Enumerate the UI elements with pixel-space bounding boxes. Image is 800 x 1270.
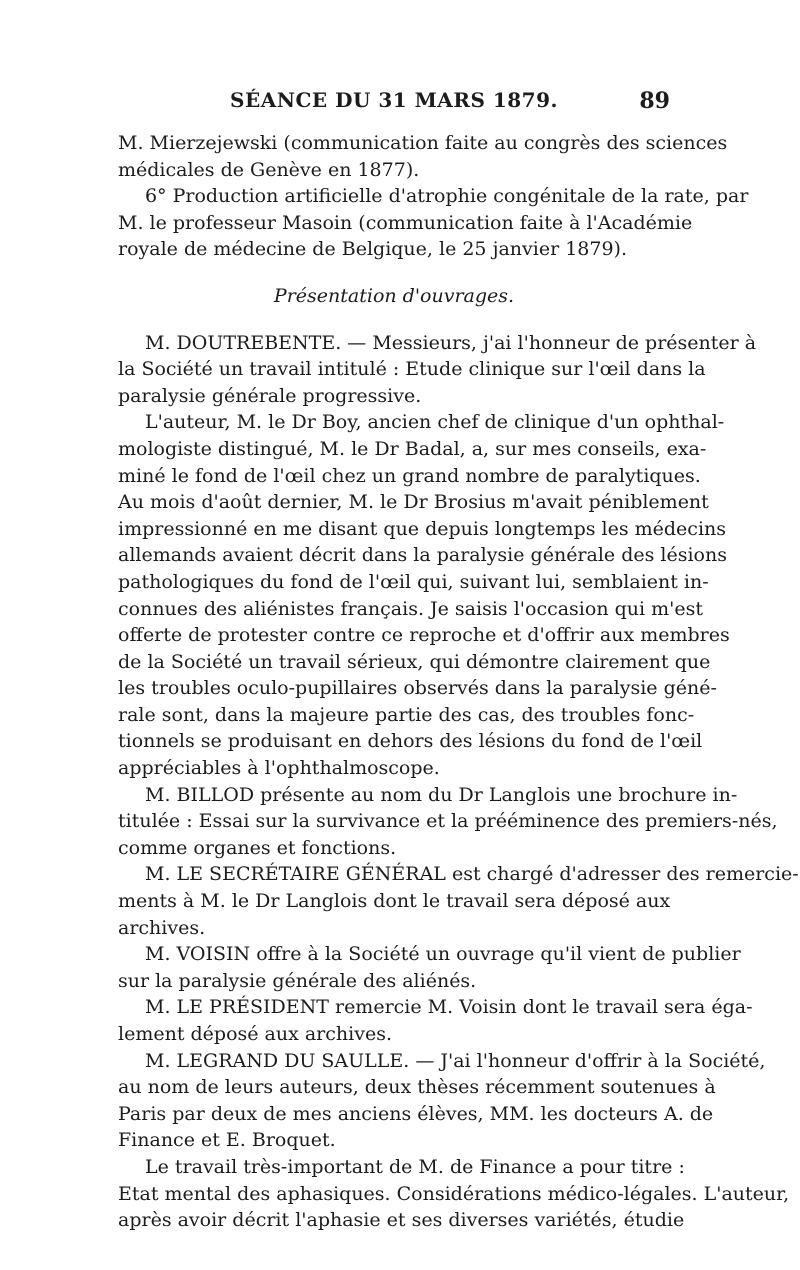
text-line: M. DOUTREBENTE. — Messieurs, j'ai l'honneur de présenter à [145,331,757,354]
text-line: 6° Production artificielle d'atrophie congénitale de la rate, par [145,185,749,208]
text-line: pathologiques du fond de l'œil qui, suivant lui, semblaient in- [118,570,709,593]
text-line: sur la paralysie générale des aliénés. [118,969,477,992]
page-header [118,88,670,122]
page-number: 89 [639,88,670,114]
text-line: paralysie générale progressive. [118,384,422,407]
spacer [118,310,670,330]
text-line: tionnels se produisant en dehors des lésions du fond de l'œil [118,730,703,753]
text-line: les troubles oculo-pupillaires observés dans la paralysie géné- [118,677,717,700]
text-line: rale sont, dans la majeure partie des cas, des troubles fonc- [118,703,695,726]
text-line: mologiste distingué, M. le Dr Badal, a, sur mes conseils, exa- [118,437,707,460]
text-line: archives. [118,916,206,939]
document-body [118,130,799,1234]
section-heading: Présentation d'ouvrages. [273,284,515,307]
text-line: la Société un travail intitulé : Etude clinique sur l'œil dans la [118,358,706,381]
text-line: M. VOISIN offre à la Société un ouvrage qu'il vient de publier [145,943,741,966]
text-line: M. Mierzejewski (communication faite au congrès des sciences [118,132,728,154]
text-line: lement déposé aux archives. [118,1023,392,1045]
text-line: Paris par deux de mes anciens élèves, MM. les docteurs A. de [118,1102,714,1125]
text-line: connues des aliénistes français. Je saisis l'occasion qui m'est [118,597,703,620]
text-line: ments à M. le Dr Langlois dont le travail sera déposé aux [118,890,671,913]
text-line: titulée : Essai sur la survivance et la prééminence des premiers-nés, [118,810,778,833]
text-line: médicales de Genève en 1877). [118,158,420,181]
running-head: SÉANCE DU 31 MARS 1879. [230,88,558,112]
text-line: offerte de protester contre ce reproche et d'offrir aux membres [118,624,730,647]
text-line: appréciables à l'ophthalmoscope. [118,757,440,780]
text-line: Le travail très-important de M. de Finance a pour titre : [145,1155,685,1178]
text-line: de la Société un travail sérieux, qui démontre clairement que [118,650,711,673]
text-line: M. LE PRÉSIDENT remercie M. Voisin dont le travail sera éga- [145,996,753,1019]
text-line: miné le fond de l'œil chez un grand nombre de paralytiques. [118,464,701,487]
text-line: comme organes et fonctions. [118,836,397,859]
text-line: allemands avaient décrit dans la paralysie générale des lésions [118,544,727,567]
text-line: L'auteur, M. le Dr Boy, ancien chef de clinique d'un ophthal- [145,411,725,434]
text-line: Etat mental des aphasiques. Considérations médico-légales. L'auteur, [118,1182,790,1205]
text-line: au nom de leurs auteurs, deux thèses récemment soutenues à [118,1076,716,1099]
text-line: impressionné en me disant que depuis longtemps les médecins [118,517,727,540]
text-line: après avoir décrit l'aphasie et ses diverses variétés, étudie [118,1209,685,1232]
text-line: M. BILLOD présente au nom du Dr Langlois une brochure in- [145,783,738,806]
text-line: M. LEGRAND DU SAULLE. — J'ai l'honneur d'offrir à la Société, [145,1049,766,1072]
text-line: Au mois d'août dernier, M. le Dr Brosius m'avait péniblement [118,491,709,514]
text-line: Finance et E. Broquet. [118,1129,336,1152]
text-line: M. le professeur Masoin (communication faite à l'Académie [118,211,693,234]
spacer [118,263,670,283]
text-line: M. LE SECRÉTAIRE GÉNÉRAL est chargé d'adresser des remercie- [145,863,799,886]
text-line: royale de médecine de Belgique, le 25 janvier 1879). [118,238,628,261]
